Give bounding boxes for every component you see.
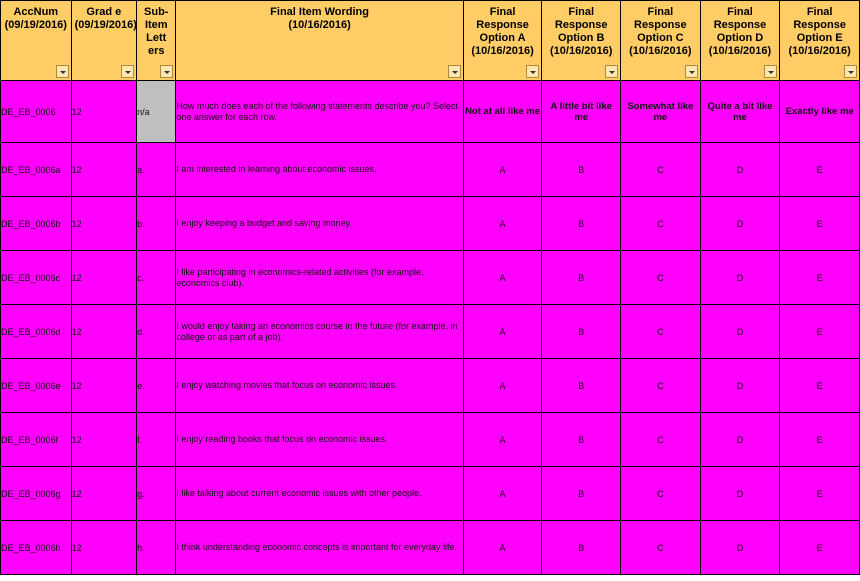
cell-accnum[interactable]: DE_EB_0006f bbox=[1, 413, 72, 467]
cell-grade[interactable]: 12 bbox=[71, 467, 137, 521]
column-header-title: Final Response Option A bbox=[476, 6, 529, 44]
filter-dropdown-icon[interactable] bbox=[121, 65, 134, 78]
cell-response-option-c[interactable]: C bbox=[621, 413, 701, 467]
table-row[interactable] bbox=[1, 81, 860, 143]
cell-sub-item-letter[interactable]: f. bbox=[137, 413, 176, 467]
cell-accnum[interactable]: DE_EB_0006c bbox=[1, 251, 72, 305]
column-header-response-option-c[interactable] bbox=[621, 1, 701, 81]
cell-response-option-a[interactable]: A bbox=[463, 359, 542, 413]
cell-response-option-e[interactable]: E bbox=[780, 467, 860, 521]
cell-response-option-a[interactable]: A bbox=[463, 251, 542, 305]
cell-response-option-d[interactable]: Quite a bit like me bbox=[700, 81, 780, 143]
cell-response-option-a[interactable]: A bbox=[463, 467, 542, 521]
column-header-response-option-d[interactable] bbox=[700, 1, 780, 81]
table-row[interactable] bbox=[1, 467, 860, 521]
cell-grade[interactable]: 12 bbox=[71, 521, 137, 575]
table-row[interactable] bbox=[1, 305, 860, 359]
cell-response-option-d[interactable]: D bbox=[700, 467, 780, 521]
cell-accnum[interactable]: DE_EB_0006b bbox=[1, 197, 72, 251]
cell-accnum[interactable]: DE_EB_0006h bbox=[1, 521, 72, 575]
filter-dropdown-icon[interactable] bbox=[685, 65, 698, 78]
cell-response-option-e[interactable]: E bbox=[780, 251, 860, 305]
cell-response-option-d[interactable]: D bbox=[700, 413, 780, 467]
cell-response-option-b[interactable]: B bbox=[542, 143, 621, 197]
filter-dropdown-icon[interactable] bbox=[526, 65, 539, 78]
cell-grade[interactable]: 12 bbox=[71, 359, 137, 413]
cell-response-option-e[interactable]: E bbox=[780, 359, 860, 413]
cell-grade[interactable]: 12 bbox=[71, 251, 137, 305]
column-header-subtitle: (10/16/2016) bbox=[471, 45, 534, 57]
cell-response-option-b[interactable]: B bbox=[542, 359, 621, 413]
cell-item-wording[interactable]: I think understanding economic concepts is important for everyday life. bbox=[176, 521, 463, 575]
cell-accnum[interactable]: DE_EB_0006 bbox=[1, 81, 72, 143]
table-row[interactable] bbox=[1, 359, 860, 413]
cell-response-option-b[interactable]: B bbox=[542, 251, 621, 305]
table-row[interactable] bbox=[1, 143, 860, 197]
filter-dropdown-icon[interactable] bbox=[448, 65, 461, 78]
filter-dropdown-icon[interactable] bbox=[844, 65, 857, 78]
cell-sub-item-letter[interactable]: n/a bbox=[137, 81, 176, 143]
table-header-row bbox=[1, 1, 860, 81]
cell-response-option-b[interactable]: B bbox=[542, 305, 621, 359]
cell-sub-item-letter[interactable]: a. bbox=[137, 143, 176, 197]
cell-item-wording[interactable]: I like participating in economics-related activities (for example, economics club). bbox=[176, 251, 463, 305]
cell-response-option-e[interactable]: E bbox=[780, 305, 860, 359]
column-header-final-item-wording[interactable] bbox=[176, 1, 463, 81]
cell-sub-item-letter[interactable]: b. bbox=[137, 197, 176, 251]
filter-dropdown-icon[interactable] bbox=[764, 65, 777, 78]
cell-response-option-a[interactable]: A bbox=[463, 143, 542, 197]
column-header-title: AccNum bbox=[13, 6, 59, 18]
cell-sub-item-letter[interactable]: g. bbox=[137, 467, 176, 521]
cell-item-wording[interactable]: I am interested in learning about economic issues. bbox=[176, 143, 463, 197]
cell-accnum[interactable]: DE_EB_0006e bbox=[1, 359, 72, 413]
cell-accnum[interactable]: DE_EB_0006d bbox=[1, 305, 72, 359]
cell-response-option-b[interactable]: A little bit like me bbox=[542, 81, 621, 143]
cell-response-option-c[interactable]: C bbox=[621, 251, 701, 305]
cell-response-option-e[interactable]: E bbox=[780, 143, 860, 197]
cell-item-wording[interactable]: I enjoy keeping a budget and saving money. bbox=[176, 197, 463, 251]
cell-response-option-d[interactable]: D bbox=[700, 197, 780, 251]
cell-response-option-c[interactable]: C bbox=[621, 197, 701, 251]
cell-response-option-b[interactable]: B bbox=[542, 413, 621, 467]
cell-response-option-a[interactable]: A bbox=[463, 413, 542, 467]
column-header-subtitle: (10/16/2016) bbox=[708, 45, 772, 57]
column-header-subtitle: (10/16/2016) bbox=[288, 19, 351, 31]
cell-response-option-d[interactable]: D bbox=[700, 359, 780, 413]
table-row[interactable] bbox=[1, 521, 860, 575]
cell-item-wording[interactable]: How much does each of the following statements describe you? Select one answer for each row. bbox=[176, 81, 463, 143]
cell-response-option-a[interactable]: A bbox=[463, 305, 542, 359]
cell-item-wording[interactable]: I like talking about current economic issues with other people. bbox=[176, 467, 463, 521]
column-header-subtitle: (09/19/2016) bbox=[74, 19, 137, 31]
cell-response-option-c[interactable]: C bbox=[621, 305, 701, 359]
cell-response-option-e[interactable]: E bbox=[780, 197, 860, 251]
cell-response-option-c[interactable]: Somewhat like me bbox=[621, 81, 701, 143]
column-header-subtitle: (10/16/2016) bbox=[629, 45, 692, 57]
column-header-title: Final Item Wording bbox=[270, 6, 369, 18]
cell-response-option-e[interactable]: E bbox=[780, 521, 860, 575]
column-header-title: Final Response Option D bbox=[713, 6, 767, 44]
cell-response-option-e[interactable]: E bbox=[780, 413, 860, 467]
cell-sub-item-letter[interactable]: h. bbox=[137, 521, 176, 575]
column-header-sub-item-letters[interactable] bbox=[137, 1, 176, 81]
cell-response-option-b[interactable]: B bbox=[542, 467, 621, 521]
filter-dropdown-icon[interactable] bbox=[56, 65, 69, 78]
column-header-subtitle: (09/19/2016) bbox=[4, 19, 67, 31]
column-header-response-option-a[interactable] bbox=[463, 1, 542, 81]
cell-response-option-c[interactable]: C bbox=[621, 467, 701, 521]
filter-dropdown-icon[interactable] bbox=[605, 65, 618, 78]
cell-response-option-d[interactable]: D bbox=[700, 251, 780, 305]
cell-response-option-b[interactable]: B bbox=[542, 521, 621, 575]
cell-accnum[interactable]: DE_EB_0006a bbox=[1, 143, 72, 197]
cell-grade[interactable]: 12 bbox=[71, 197, 137, 251]
cell-response-option-c[interactable]: C bbox=[621, 359, 701, 413]
column-header-title: Final Response Option C bbox=[634, 6, 687, 44]
cell-response-option-d[interactable]: D bbox=[700, 305, 780, 359]
table-body bbox=[1, 81, 860, 575]
cell-accnum[interactable]: DE_EB_0006g bbox=[1, 467, 72, 521]
cell-grade[interactable]: 12 bbox=[71, 143, 137, 197]
cell-response-option-e[interactable]: Exactly like me bbox=[780, 81, 860, 143]
column-header-accnum[interactable] bbox=[1, 1, 72, 81]
cell-grade[interactable]: 12 bbox=[71, 305, 137, 359]
column-header-subtitle: (10/16/2016) bbox=[788, 45, 851, 57]
cell-response-option-c[interactable]: C bbox=[621, 143, 701, 197]
cell-sub-item-letter[interactable]: e. bbox=[137, 359, 176, 413]
cell-response-option-c[interactable]: C bbox=[621, 521, 701, 575]
cell-grade[interactable]: 12 bbox=[71, 81, 137, 143]
cell-sub-item-letter[interactable]: c. bbox=[137, 251, 176, 305]
table-row[interactable] bbox=[1, 413, 860, 467]
cell-response-option-d[interactable]: D bbox=[700, 143, 780, 197]
column-header-title: Sub-Item Lett ers bbox=[144, 6, 169, 57]
cell-response-option-a[interactable]: Not at all like me bbox=[463, 81, 542, 143]
column-header-subtitle: (10/16/2016) bbox=[550, 45, 613, 57]
filter-dropdown-icon[interactable] bbox=[160, 65, 173, 78]
cell-grade[interactable]: 12 bbox=[71, 413, 137, 467]
cell-response-option-a[interactable]: A bbox=[463, 197, 542, 251]
cell-item-wording[interactable]: I would enjoy taking an economics course in the future (for example, in college or as part of a job). bbox=[176, 305, 463, 359]
column-header-title: Final Response Option E bbox=[793, 6, 846, 44]
table-row[interactable] bbox=[1, 197, 860, 251]
column-header-title: Final Response Option B bbox=[554, 6, 608, 44]
cell-response-option-a[interactable]: A bbox=[463, 521, 542, 575]
cell-item-wording[interactable]: I enjoy reading books that focus on economic issues. bbox=[176, 413, 463, 467]
cell-sub-item-letter[interactable]: d. bbox=[137, 305, 176, 359]
column-header-response-option-b[interactable] bbox=[542, 1, 621, 81]
cell-response-option-d[interactable]: D bbox=[700, 521, 780, 575]
column-header-response-option-e[interactable] bbox=[780, 1, 860, 81]
column-header-title: Grad e bbox=[86, 6, 122, 18]
column-header-grade[interactable] bbox=[71, 1, 137, 81]
cell-response-option-b[interactable]: B bbox=[542, 197, 621, 251]
cell-item-wording[interactable]: I enjoy watching movies that focus on economic issues. bbox=[176, 359, 463, 413]
table-row[interactable] bbox=[1, 251, 860, 305]
